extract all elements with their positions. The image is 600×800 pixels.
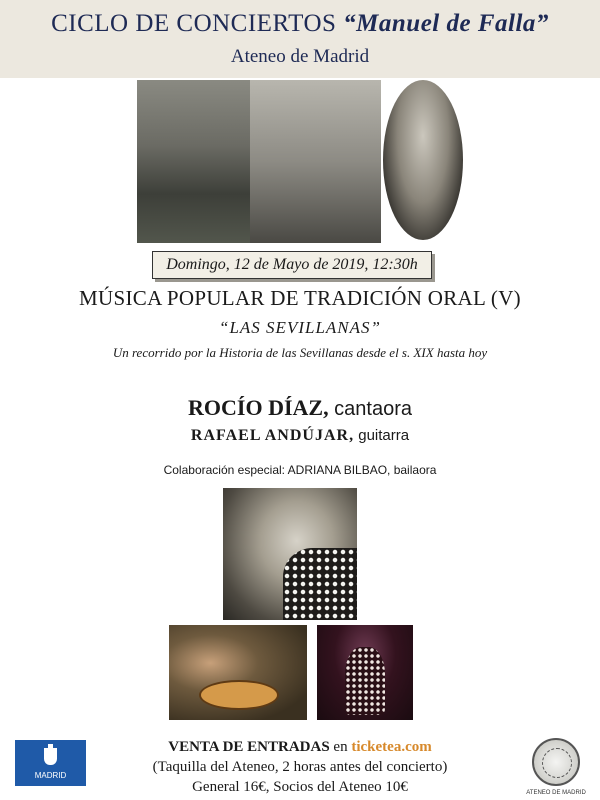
special-collaboration [0,463,600,477]
portrait-photo-oval [383,80,463,240]
performer-singer [0,395,600,421]
dancer-photo [317,625,413,720]
title-name: “Manuel de Falla” [343,10,549,37]
ticket-sales-label: VENTA DE ENTRADAS [168,739,330,755]
title-prefix: CICLO DE CONCIERTOS [51,10,337,37]
collab-label: Colaboración especial: [163,463,288,477]
guitarist-name: RAFAEL ANDÚJAR, [190,427,355,444]
madrid-crest-icon [44,748,57,765]
header-banner [0,0,600,78]
ticket-prices: General 16€, Socios del Ateneo 10€ [192,779,408,795]
concert-cycle-title [0,10,600,38]
program-title: MÚSICA POPULAR DE TRADICIÓN ORAL (V) [79,286,521,310]
performer-guitarist [0,427,600,445]
historic-photo-garden [137,80,250,243]
ticket-site-link[interactable]: ticketea.com [351,739,432,755]
guitarist-photo [169,625,307,720]
ticket-sales-line [100,737,500,757]
historic-photo-doorway [250,80,381,243]
madrid-city-logo [15,740,86,786]
venue-subtitle: Ateneo de Madrid [230,46,370,67]
guitarist-role: guitarra [354,427,410,444]
singer-role: cantaora [328,398,412,420]
box-office-note: (Taquilla del Ateneo, 2 horas antes del concierto) [152,759,448,775]
singer-photo [223,488,357,620]
ateneo-logo-label: ATENEO DE MADRID [526,790,586,796]
singer-name: ROCÍO DÍAZ, [188,395,329,420]
program-subtitle: “LAS SEVILLANAS” [219,318,381,337]
dancer-role: bailaora [390,463,437,477]
dancer-name: ADRIANA BILBAO, [287,463,391,477]
ateneo-seal-icon [532,738,580,786]
ticket-info [100,737,500,797]
event-date: Domingo, 12 de Mayo de 2019, 12:30h [152,251,432,279]
ticket-connector: en [329,739,352,755]
program-description: Un recorrido por la Historia de las Sevillanas desde el s. XIX hasta hoy [112,345,488,360]
madrid-logo-label: MADRID [34,771,67,780]
